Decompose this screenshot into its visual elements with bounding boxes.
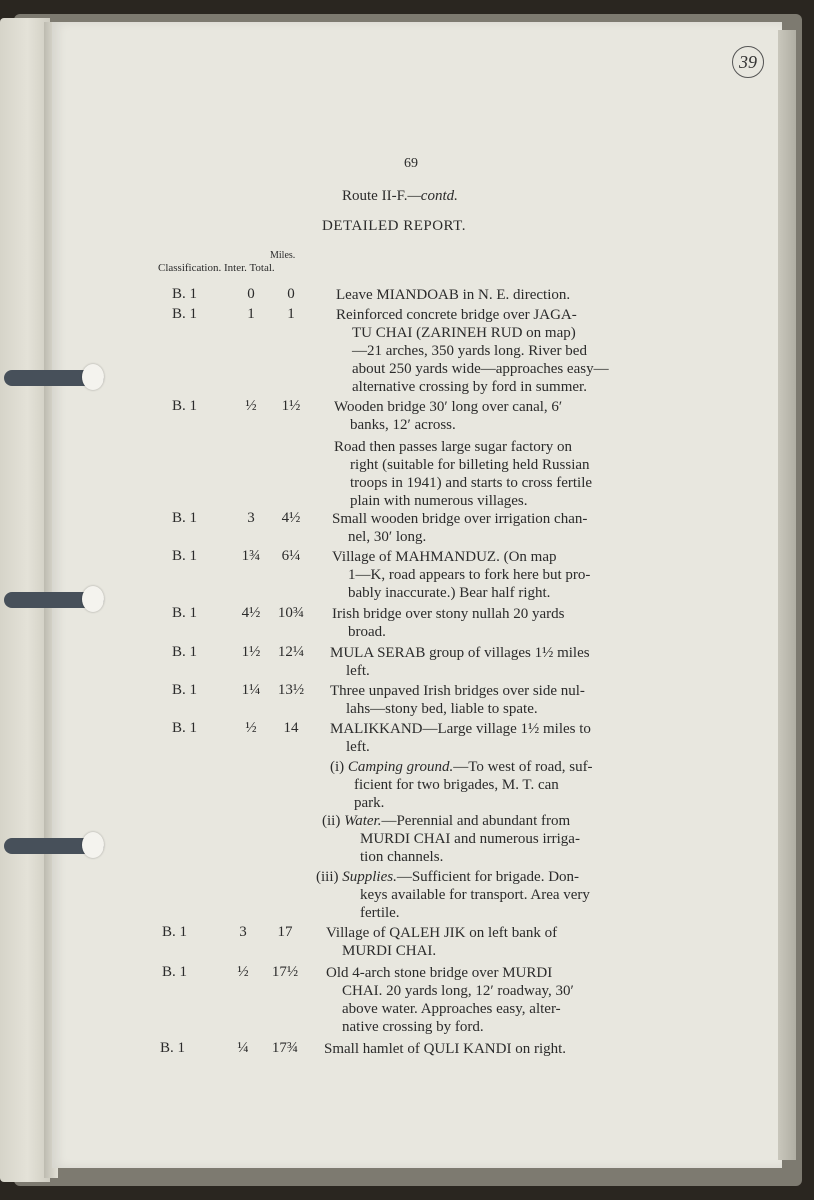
- description-line: Small hamlet of QULI KANDI on right.: [324, 1041, 567, 1057]
- description-line: Reinforced concrete bridge over JAGA-: [336, 307, 577, 323]
- classification-cell: B. 1: [172, 306, 198, 322]
- classification-cell: B. 1: [172, 510, 198, 526]
- page-number: 69: [404, 156, 418, 171]
- sub-item-line: [322, 812, 580, 830]
- inter-miles-cell: 1½: [241, 644, 261, 660]
- description-line: lahs—stony bed, liable to spate.: [346, 701, 538, 717]
- description-line: Irish bridge over stony nullah 20 yards: [332, 606, 565, 622]
- classification-cell: B. 1: [162, 924, 188, 940]
- total-miles-cell: 1½: [281, 398, 301, 414]
- total-miles-cell: 17: [277, 924, 293, 940]
- route-description: [330, 720, 591, 756]
- classification-cell: B. 1: [172, 398, 198, 414]
- sub-item-label: Water.: [344, 813, 382, 829]
- sub-item: [322, 812, 580, 866]
- classification-cell: B. 1: [172, 548, 198, 564]
- description-line: Village of MAHMANDUZ. (On map: [332, 549, 557, 565]
- description-line: banks, 12′ across.: [350, 417, 456, 433]
- miles-header: Miles.: [270, 250, 296, 261]
- route-description: [324, 1040, 566, 1058]
- sub-item-text: —To west of road, suf-: [453, 759, 593, 775]
- total-miles-cell: 13½: [277, 682, 305, 698]
- description-line: left.: [346, 663, 370, 679]
- route-description: [332, 605, 564, 641]
- description-line: MULA SERAB group of villages 1½ miles: [330, 645, 590, 661]
- route-description: [334, 398, 562, 434]
- classification-cell: B. 1: [162, 964, 188, 980]
- sub-item-number: (ii): [322, 813, 345, 829]
- description-line: plain with numerous villages.: [350, 493, 528, 509]
- inter-miles-cell: 1¼: [241, 682, 261, 698]
- inter-miles-cell: 3: [239, 924, 247, 940]
- classification-cell: B. 1: [172, 605, 198, 621]
- description-line: above water. Approaches easy, alter-: [342, 1001, 561, 1017]
- sub-item-number: (iii): [316, 869, 343, 885]
- total-miles-cell: 17¾: [271, 1040, 299, 1056]
- route-description: [334, 438, 592, 510]
- classification-cell: B. 1: [172, 682, 198, 698]
- route-description: [330, 682, 585, 718]
- description-line: Old 4-arch stone bridge over MURDI: [326, 965, 553, 981]
- sub-item-line: MURDI CHAI and numerous irriga-: [360, 831, 580, 847]
- sub-item-line: tion channels.: [360, 849, 444, 865]
- binding-hole: [82, 586, 104, 612]
- route-description: [330, 644, 590, 680]
- sub-item-text: —Sufficient for brigade. Don-: [396, 869, 580, 885]
- inter-miles-cell: ½: [237, 964, 249, 980]
- page-stack-edge: [778, 30, 796, 1160]
- description-line: right (suitable for billeting held Russian: [350, 457, 590, 473]
- description-line: about 250 yards wide—approaches easy—: [352, 361, 609, 377]
- sub-item-text: —Perennial and abundant from: [381, 813, 571, 829]
- report-heading: DETAILED REPORT.: [322, 218, 466, 234]
- description-line: alternative crossing by ford in summer.: [352, 379, 587, 395]
- inter-miles-cell: 3: [247, 510, 255, 526]
- description-line: TU CHAI (ZARINEH RUD on map): [352, 325, 576, 341]
- inter-miles-cell: ½: [245, 720, 257, 736]
- total-miles-cell: 12¼: [277, 644, 305, 660]
- route-title: Route II-F.—contd.: [342, 188, 458, 204]
- description-line: nel, 30′ long.: [348, 529, 427, 545]
- description-line: bably inaccurate.) Bear half right.: [348, 585, 551, 601]
- column-header: Classification. Inter. Total.: [158, 262, 275, 274]
- total-miles-cell: 0: [287, 286, 295, 302]
- description-line: 1—K, road appears to fork here but pro-: [348, 567, 591, 583]
- description-line: Three unpaved Irish bridges over side nul-: [330, 683, 585, 699]
- sub-item-line: [330, 758, 593, 776]
- total-miles-cell: 1: [287, 306, 295, 322]
- route-description: [326, 964, 574, 1036]
- classification-cell: B. 1: [172, 644, 198, 660]
- sub-item-line: fertile.: [360, 905, 400, 921]
- folio-stamp: 39: [732, 46, 764, 78]
- binding-hole: [82, 832, 104, 858]
- description-line: left.: [346, 739, 370, 755]
- inter-miles-cell: 1: [247, 306, 255, 322]
- total-miles-cell: 4½: [281, 510, 301, 526]
- inter-miles-cell: ½: [245, 398, 257, 414]
- sub-item-label: Supplies.: [342, 869, 397, 885]
- description-line: Village of QALEH JIK on left bank of: [326, 925, 558, 941]
- description-line: CHAI. 20 yards long, 12′ roadway, 30′: [342, 983, 574, 999]
- description-line: native crossing by ford.: [342, 1019, 484, 1035]
- description-line: broad.: [348, 624, 386, 640]
- route-description: [326, 924, 557, 960]
- classification-cell: B. 1: [172, 720, 198, 736]
- inter-miles-cell: 4½: [241, 605, 261, 621]
- sub-item-line: keys available for transport. Area very: [360, 887, 590, 903]
- sub-item-number: (i): [330, 759, 348, 775]
- binding-hole: [82, 364, 104, 390]
- inter-miles-cell: ¼: [237, 1040, 249, 1056]
- description-line: —21 arches, 350 yards long. River bed: [352, 343, 587, 359]
- sub-item-line: ficient for two brigades, M. T. can: [354, 777, 559, 793]
- description-line: Leave MIANDOAB in N. E. direction.: [336, 287, 571, 303]
- total-miles-cell: 6¼: [281, 548, 301, 564]
- description-line: MALIKKAND—Large village 1½ miles to: [330, 721, 591, 737]
- route-description: [332, 510, 587, 546]
- total-miles-cell: 17½: [271, 964, 299, 980]
- total-miles-cell: 14: [283, 720, 299, 736]
- sub-item-line: park.: [354, 795, 385, 811]
- sub-item: [316, 868, 590, 922]
- sub-item: [330, 758, 593, 812]
- inter-miles-cell: 1¾: [241, 548, 261, 564]
- route-description: [336, 306, 609, 396]
- route-description: [336, 286, 570, 304]
- total-miles-cell: 10¾: [277, 605, 305, 621]
- classification-cell: B. 1: [160, 1040, 186, 1056]
- description-line: Small wooden bridge over irrigation chan-: [332, 511, 588, 527]
- route-description: [332, 548, 590, 602]
- sub-item-line: [316, 868, 590, 886]
- description-line: Road then passes large sugar factory on: [334, 439, 572, 455]
- description-line: troops in 1941) and starts to cross fertile: [350, 475, 593, 491]
- description-line: Wooden bridge 30′ long over canal, 6′: [334, 399, 563, 415]
- inter-miles-cell: 0: [247, 286, 255, 302]
- classification-cell: B. 1: [172, 286, 198, 302]
- description-line: MURDI CHAI.: [342, 943, 437, 959]
- sub-item-label: Camping ground.: [347, 759, 454, 775]
